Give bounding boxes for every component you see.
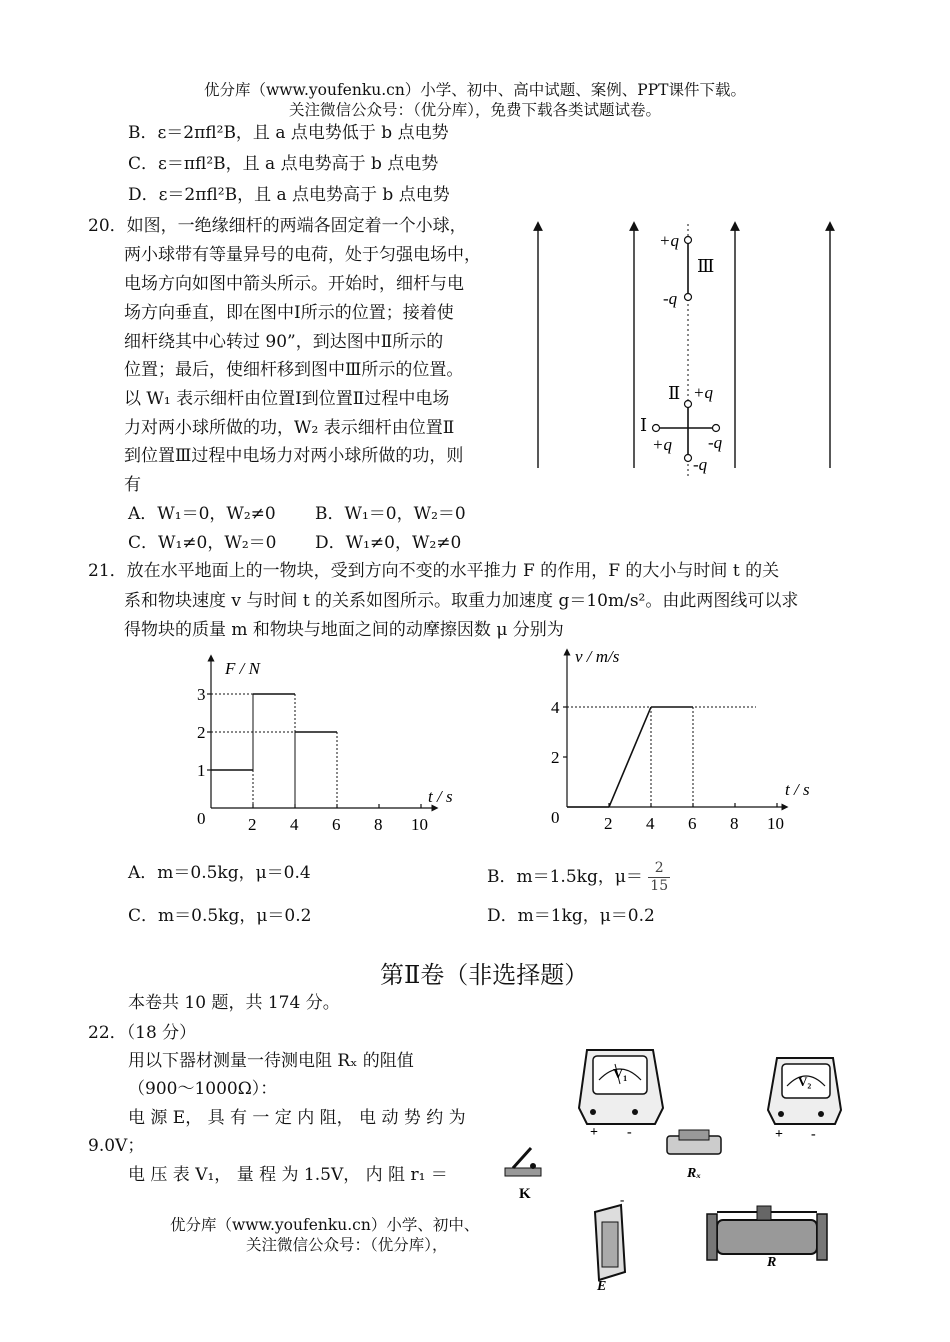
ball-plus [685, 237, 692, 244]
q22-line: （900～1000Ω）： [128, 1079, 278, 1099]
ball-plus [653, 425, 660, 432]
y-tick-label: 2 [551, 748, 560, 767]
q21-option-b [487, 860, 670, 895]
q20-line: 细杆绕其中心转过 90”，到达图中Ⅱ所示的 [124, 332, 444, 352]
q20-line: 电场方向如图中箭头所示。开始时，细杆与电 [124, 274, 464, 294]
y-tick-label: 0 [197, 809, 206, 828]
guide-lines [211, 694, 337, 808]
svg-text:E: E [597, 1279, 607, 1294]
fraction [648, 860, 670, 895]
svg-text:-: - [811, 1127, 816, 1142]
label-plus-q: +q [693, 383, 713, 402]
q22-apparatus [495, 1040, 850, 1300]
q20-line: 场方向垂直，即在图中Ⅰ所示的位置；接着使 [124, 303, 454, 323]
x-tick-label: 8 [730, 814, 739, 833]
y-tick-label: 0 [551, 808, 560, 827]
x-tick-label: 8 [374, 815, 383, 834]
chart-velocity-time [545, 640, 845, 835]
q22-line: 9.0V； [88, 1136, 145, 1156]
svg-text:-: - [627, 1125, 632, 1140]
q22-head: 22．（18 分） [88, 1023, 197, 1043]
q20-line: 有 [124, 475, 141, 495]
voltmeter-v1-icon [579, 1050, 663, 1140]
switch-k-icon [505, 1148, 541, 1202]
svg-text:K: K [519, 1186, 531, 1202]
ball-minus [685, 455, 692, 462]
fraction-denominator: 15 [650, 878, 669, 894]
footer-line-2: 关注微信公众号：（优分库）， [246, 1236, 448, 1254]
q19-option-b: B．ε＝2πfl²B，且 a 点电势低于 b 点电势 [128, 123, 449, 143]
ball-minus [713, 425, 720, 432]
label-minus-q: -q [693, 455, 708, 474]
rheostat-r-icon [707, 1206, 827, 1270]
label-plus-q: +q [659, 231, 679, 250]
svg-text:V₂: V₂ [798, 1074, 812, 1089]
q20-option-d: D．W₁≠0，W₂≠0 [315, 533, 462, 553]
svg-text:-: - [620, 1192, 625, 1207]
y-tick-label: 3 [197, 685, 206, 704]
q21-line: 得物块的质量 m 和物块与地面之间的动摩擦因数 μ 分别为 [124, 620, 564, 640]
label-II: Ⅱ [668, 383, 681, 403]
x-tick-label: 10 [411, 815, 428, 834]
q22-line: 用以下器材测量一待测电阻 Rₓ 的阻值 [128, 1051, 414, 1071]
q20-line: 以 W₁ 表示细杆由位置Ⅰ到位置Ⅱ过程中电场 [124, 389, 450, 409]
y-tick-label: 1 [197, 761, 206, 780]
q20-line: 力对两小球所做的功，W₂ 表示细杆由位置Ⅱ [124, 418, 455, 438]
header-line-1: 优分库（www.youfenku.cn）小学、初中、高中试题、案例、PPT课件下载。 [203, 81, 747, 99]
series [567, 707, 693, 807]
x-tick-labels [604, 814, 784, 833]
q21-option-d: D．m＝1kg，μ＝0.2 [487, 906, 655, 926]
label-minus-q: -q [708, 433, 723, 452]
q21-line: 系和物块速度 v 与时间 t 的关系如图所示。取重力加速度 g＝10m/s²。由此两图线可以求 [124, 591, 799, 611]
part2-heading: 第Ⅱ卷（非选择题） [380, 961, 589, 989]
series-segment [609, 707, 651, 807]
ball-plus [685, 401, 692, 408]
svg-text:+: + [775, 1127, 783, 1142]
label-minus-q: -q [663, 289, 678, 308]
x-tick-label: 6 [688, 814, 697, 833]
x-axis-label: t / s [785, 780, 810, 799]
svg-text:+: + [590, 1125, 598, 1140]
q20-line: 两小球带有等量异号的电荷，处于匀强电场中， [124, 245, 481, 265]
q19-option-c: C．ε＝πfl²B，且 a 点电势高于 b 点电势 [128, 154, 439, 174]
q19-option-d: D．ε＝2πfl²B，且 a 点电势高于 b 点电势 [128, 185, 450, 205]
x-tick-labels [248, 815, 428, 834]
resistor-rx-icon [667, 1130, 721, 1181]
q20-option-b: B．W₁＝0，W₂＝0 [315, 504, 466, 524]
y-axis-label: F / N [225, 659, 260, 678]
q21-option-b-text: B．m＝1.5kg，μ＝ [487, 867, 643, 887]
ball-minus [685, 294, 692, 301]
battery-e-icon [595, 1192, 625, 1294]
y-tick-label: 2 [197, 723, 206, 742]
series [211, 694, 337, 770]
label-I: Ⅰ [640, 415, 648, 435]
x-tick-label: 2 [604, 814, 613, 833]
q20-line: 位置；最后，使细杆移到图中Ⅲ所示的位置。 [124, 360, 464, 380]
x-tick-label: 6 [332, 815, 341, 834]
header-line-2: 关注微信公众号：（优分库），免费下载各类试题试卷。 [288, 101, 661, 119]
x-tick-label: 4 [290, 815, 299, 834]
label-plus-q: +q [652, 435, 672, 454]
y-axis-label: v / m/s [575, 647, 620, 666]
y-tick-labels [551, 698, 560, 827]
y-tick-label: 4 [551, 698, 560, 717]
q20-option-a: A．W₁＝0，W₂≠0 [128, 504, 276, 524]
x-tick-marks [207, 694, 421, 808]
q20-field-figure [528, 218, 848, 480]
q21-option-a: A．m＝0.5kg，μ＝0.4 [128, 863, 311, 883]
x-tick-label: 2 [248, 815, 257, 834]
fraction-numerator: 2 [648, 860, 670, 878]
q20-line: 到位置Ⅲ过程中电场力对两小球所做的功，则 [124, 446, 464, 466]
y-tick-labels [197, 685, 206, 828]
q21-line: 21．放在水平地面上的一物块，受到方向不变的水平推力 F 的作用，F 的大小与时间 t 的关 [88, 561, 780, 581]
svg-text:R: R [767, 1255, 777, 1270]
q22-line: 电 压 表 V₁， 量 程 为 1.5V， 内 阻 r₁ ＝ [128, 1165, 448, 1185]
label-III: Ⅲ [697, 256, 715, 276]
part2-intro: 本卷共 10 题，共 174 分。 [128, 993, 340, 1013]
q21-option-c: C．m＝0.5kg，μ＝0.2 [128, 906, 312, 926]
svg-text:V₁: V₁ [613, 1067, 628, 1082]
x-tick-label: 10 [767, 814, 784, 833]
q20-line: 20．如图，一绝缘细杆的两端各固定着一个小球， [88, 216, 467, 236]
chart-force-time [185, 648, 485, 838]
x-tick-label: 4 [646, 814, 655, 833]
guide-lines [567, 707, 756, 807]
voltmeter-v2-icon [768, 1058, 841, 1142]
x-tick-marks [563, 707, 777, 807]
q20-option-c: C．W₁≠0，W₂＝0 [128, 533, 277, 553]
svg-text:Rₓ: Rₓ [687, 1166, 702, 1181]
field-lines [538, 226, 830, 468]
q22-line: 电 源 E， 具 有 一 定 内 阻， 电 动 势 约 为 [128, 1108, 466, 1128]
footer-line-1: 优分库（www.youfenku.cn）小学、初中、 [170, 1216, 480, 1234]
x-axis-label: t / s [428, 787, 453, 806]
